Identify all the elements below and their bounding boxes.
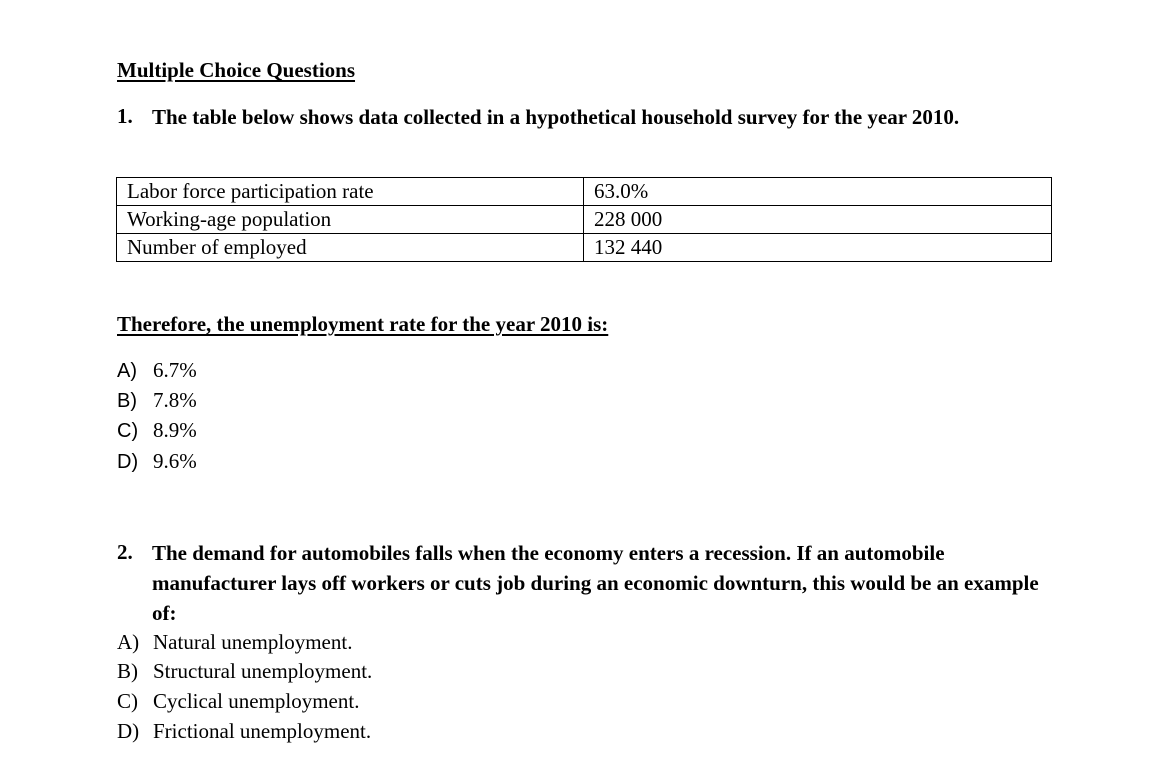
table-cell-value: 132 440 bbox=[584, 234, 1052, 262]
option-text: Structural unemployment. bbox=[153, 659, 373, 683]
option-text: 9.6% bbox=[153, 449, 197, 473]
question-1-option-d bbox=[117, 449, 197, 474]
option-text: Frictional unemployment. bbox=[153, 719, 372, 743]
option-text: 7.8% bbox=[153, 388, 197, 412]
option-letter: C) bbox=[117, 420, 139, 442]
table-cell-label: Number of employed bbox=[117, 234, 584, 262]
survey-data-table bbox=[116, 177, 1052, 262]
question-2-text: The demand for automobiles falls when the economy enters a recession. If an automobile manufacturer lays off workers or cuts job during an economic downturn, this would be an example of: bbox=[152, 541, 1039, 625]
option-text: Cyclical unemployment. bbox=[153, 689, 360, 713]
option-text: 8.9% bbox=[153, 418, 197, 442]
option-letter: B) bbox=[117, 659, 138, 683]
table-cell-value: 63.0% bbox=[584, 178, 1052, 206]
option-letter: D) bbox=[117, 719, 140, 743]
question-1-option-c bbox=[117, 418, 197, 443]
option-text: Natural unemployment. bbox=[153, 630, 353, 654]
option-text: 6.7% bbox=[153, 358, 197, 382]
table-row bbox=[117, 178, 1052, 206]
question-2-option-d bbox=[117, 719, 371, 744]
question-1-prompt: Therefore, the unemployment rate for the year 2010 is: bbox=[117, 312, 609, 336]
option-letter: C) bbox=[117, 689, 138, 713]
option-letter: A) bbox=[117, 630, 140, 654]
table-cell-label: Working-age population bbox=[117, 206, 584, 234]
table-cell-label: Labor force participation rate bbox=[117, 178, 584, 206]
question-1-option-a bbox=[117, 358, 197, 383]
table-row bbox=[117, 234, 1052, 262]
table-row bbox=[117, 206, 1052, 234]
question-2-option-b bbox=[117, 659, 372, 684]
option-letter: D) bbox=[117, 451, 139, 473]
question-2-option-a bbox=[117, 630, 352, 655]
option-letter: A) bbox=[117, 360, 137, 382]
question-1-number: 1. bbox=[117, 104, 133, 128]
question-2-option-c bbox=[117, 689, 359, 714]
table-cell-value: 228 000 bbox=[584, 206, 1052, 234]
section-heading: Multiple Choice Questions bbox=[117, 58, 356, 82]
question-2-number: 2. bbox=[117, 540, 133, 564]
question-1-option-b bbox=[117, 388, 197, 413]
option-letter: B) bbox=[117, 390, 137, 412]
question-1-text: The table below shows data collected in a hypothetical household survey for the year 2010. bbox=[152, 105, 960, 129]
